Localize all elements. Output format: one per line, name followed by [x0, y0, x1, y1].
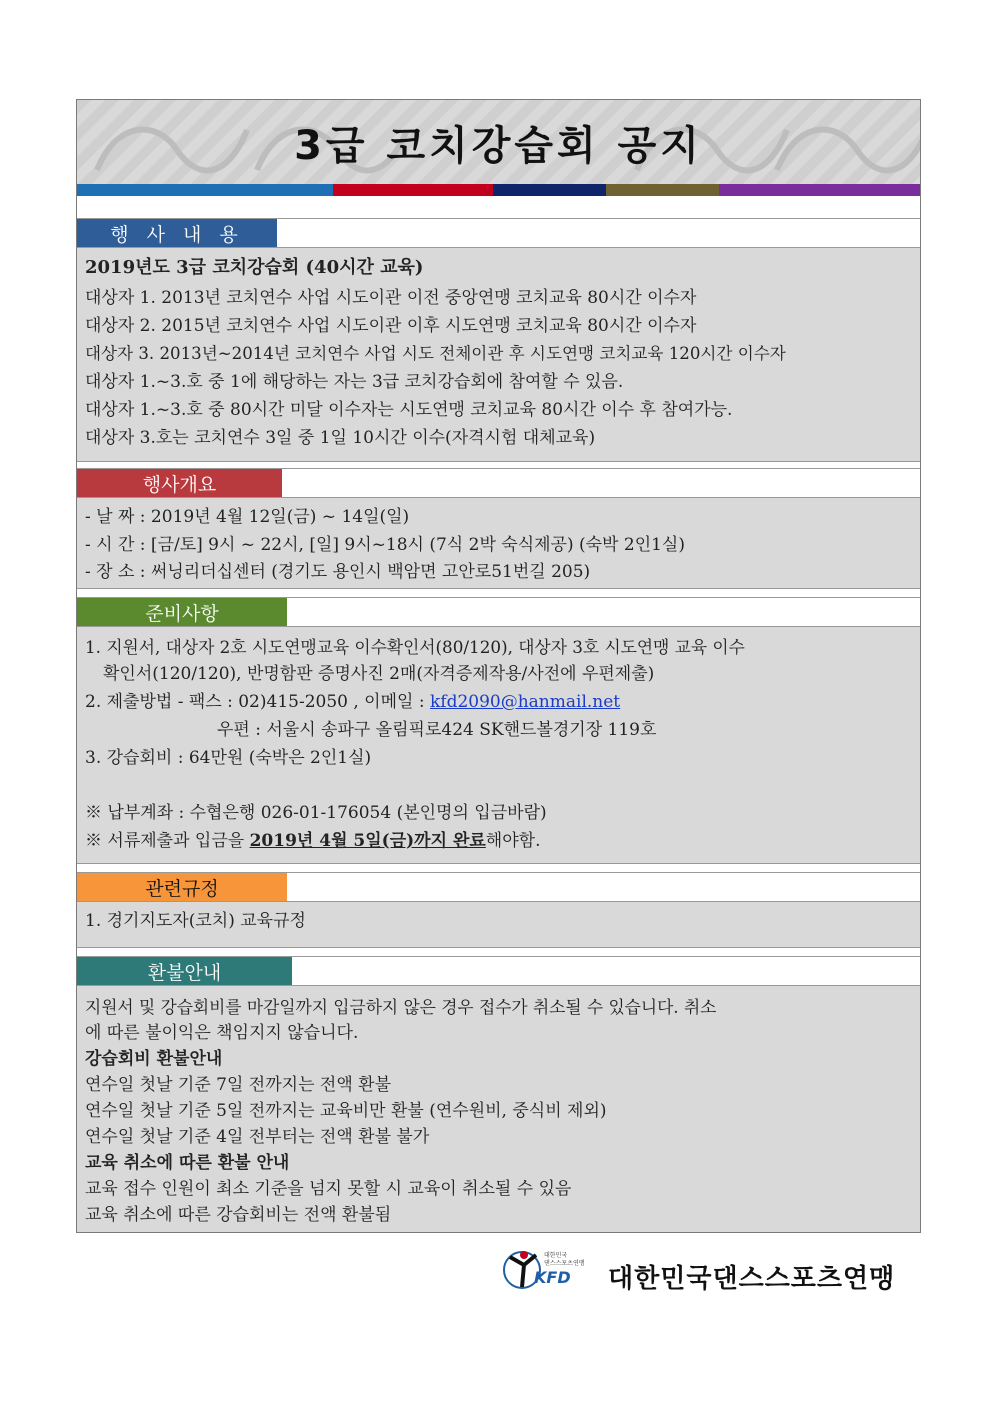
- refund-line: 연수일 첫날 기준 5일 전까지는 교육비만 환불 (연수원비, 중식비 제외): [85, 1101, 607, 1121]
- section-refund-body: [77, 986, 920, 1232]
- section-overview-header: [77, 468, 920, 498]
- logo-mark: KFD: [534, 1268, 571, 1287]
- refund-heading-cancel: 교육 취소에 따른 환불 안내: [85, 1153, 290, 1173]
- refund-line: 교육 취소에 따른 강습회비는 전액 환불됨: [85, 1205, 392, 1225]
- kfd-logo: [500, 1245, 600, 1299]
- prep-line-5: 3. 강습회비 : 64만원 (숙박은 2인1실): [85, 748, 372, 768]
- prep-submit-method: 2. 제출방법 - 팩스 : 02)415-2050 , 이메일 :: [85, 692, 430, 712]
- event-line: 대상자 1.~3.호 중 1에 해당하는 자는 3급 코치강습회에 참여할 수 있음.: [85, 372, 624, 392]
- event-line: 대상자 3. 2013년~2014년 코치연수 사업 시도 전체이관 후 시도연맹 코치교육 120시간 이수자: [85, 344, 786, 363]
- stripe-navy: [493, 184, 606, 196]
- overview-date: - 날 짜 : 2019년 4월 12일(금) ~ 14일(일): [85, 507, 410, 527]
- page-title: 3급 코치강습회 공지: [294, 122, 703, 169]
- section-overview-label: 행사개요: [77, 469, 282, 497]
- overview-time: - 시 간 : [금/토] 9시 ~ 22시, [일] 9시~18시 (7식 2박 숙식제공) (숙박 2인1실): [85, 535, 685, 555]
- stripe-purple: [719, 184, 920, 196]
- section-rules-body: [77, 902, 920, 948]
- overview-place: - 장 소 : 써닝리더십센터 (경기도 용인시 백암면 고안로51번길 205): [85, 562, 591, 582]
- event-line: 대상자 2. 2015년 코치연수 사업 시도이관 이후 시도연맹 코치교육 80시간 이수자: [85, 316, 697, 336]
- prep-line-1: 1. 지원서, 대상자 2호 시도연맹교육 이수확인서(80/120), 대상자 3호 시도연맹 교육 이수: [85, 637, 745, 657]
- deadline-suffix: 해야함.: [485, 831, 541, 851]
- section-rules-header: [77, 872, 920, 902]
- logo-small-2: 댄스스포츠연맹: [544, 1260, 585, 1267]
- notice-frame: [76, 99, 921, 1233]
- email-link[interactable]: kfd2090@hanmail.net: [429, 692, 621, 712]
- logo-small-1: 대한민국: [544, 1252, 568, 1259]
- section-event-body: [77, 248, 920, 462]
- refund-line: 연수일 첫날 기준 4일 전부터는 전액 환불 불가: [85, 1127, 430, 1147]
- refund-intro-2: 에 따른 불이익은 책임지지 않습니다.: [85, 1023, 359, 1043]
- prep-line-3: [85, 691, 620, 713]
- dancer-logo-icon: [500, 1245, 600, 1295]
- refund-line: 교육 접수 인원이 최소 기준을 넘지 못할 시 교육이 취소될 수 있음: [85, 1179, 572, 1199]
- section-event-label: 행 사 내 용: [77, 219, 277, 247]
- section-rules-label: 관련규정: [77, 873, 287, 901]
- rules-line: 1. 경기지도자(코치) 교육규정: [85, 911, 306, 931]
- section-event-header: [77, 218, 920, 248]
- section-overview-body: [77, 498, 920, 589]
- color-stripes: [77, 184, 920, 196]
- stripe-red: [333, 184, 493, 196]
- section-prep-header: [77, 597, 920, 627]
- refund-line: 연수일 첫날 기준 7일 전까지는 전액 환불: [85, 1075, 391, 1095]
- event-line: 대상자 3.호는 코치연수 3일 중 1일 10시간 이수(자격시험 대체교육): [85, 428, 596, 448]
- deadline-prefix: ※ 서류제출과 입금을: [85, 831, 250, 851]
- stripe-blue: [77, 184, 333, 196]
- section-prep-label: 준비사항: [77, 598, 287, 626]
- title-banner: [77, 100, 920, 184]
- prep-note-account: ※ 납부계좌 : 수협은행 026-01-176054 (본인명의 입금바람): [85, 803, 547, 823]
- event-line: 대상자 1.~3.호 중 80시간 미달 이수자는 시도연맹 코치교육 80시간 이수 후 참여가능.: [85, 400, 733, 420]
- deadline-date: 2019년 4월 5일(금)까지 완료: [249, 831, 486, 851]
- prep-line-2: 확인서(120/120), 반명함판 증명사진 2매(자격증제작용/사전에 우편제출): [103, 664, 655, 684]
- event-heading: 2019년도 3급 코치강습회 (40시간 교육): [85, 257, 424, 278]
- stripe-olive: [606, 184, 719, 196]
- section-prep-body: [77, 627, 920, 864]
- refund-heading-fee: 강습회비 환불안내: [85, 1049, 223, 1069]
- event-line: 대상자 1. 2013년 코치연수 사업 시도이관 이전 중앙연맹 코치교육 80시간 이수자: [85, 288, 697, 308]
- prep-line-4: 우편 : 서울시 송파구 올림픽로424 SK핸드볼경기장 119호: [217, 720, 657, 740]
- refund-intro-1: 지원서 및 강습회비를 마감일까지 입금하지 않은 경우 접수가 취소될 수 있습니다. 취소: [85, 997, 717, 1017]
- organization-name: 대한민국댄스스포츠연맹: [608, 1264, 896, 1294]
- prep-note-deadline: [85, 830, 540, 852]
- section-refund-header: [77, 956, 920, 986]
- section-refund-label: 환불안내: [77, 957, 292, 985]
